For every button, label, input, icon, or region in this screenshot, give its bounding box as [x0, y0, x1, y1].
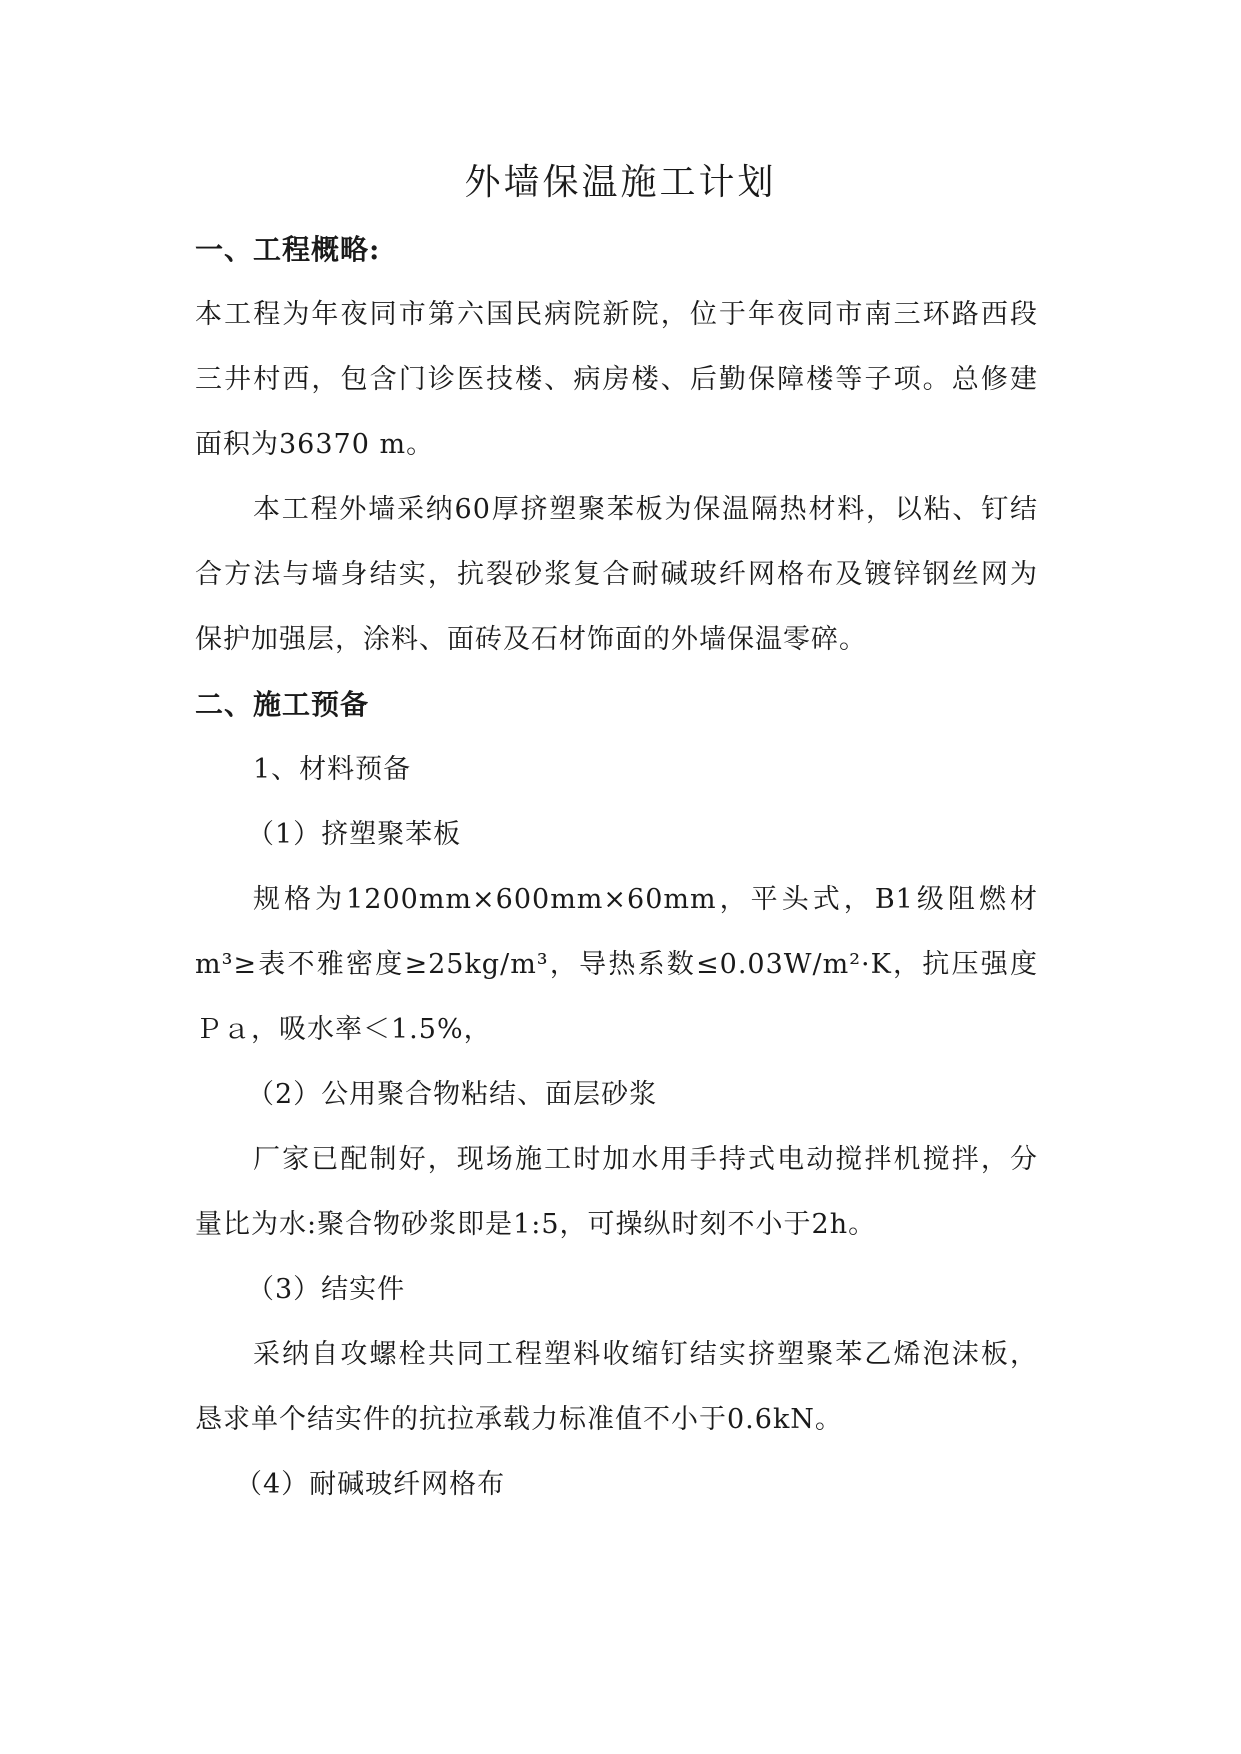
item-label: （2）公用聚合物粘结、面层砂浆 [247, 1079, 658, 1110]
item-text-line: 恳求单个结实件的抗拉承载力标准值不小于0.6kN。 [195, 1404, 843, 1435]
paragraph-line: 本工程外墙采纳60厚挤塑聚苯板为保温隔热材料，以粘、钉结 [253, 494, 1038, 525]
item-text-line: 厂家已配制好，现场施工时加水用手持式电动搅拌机搅拌，分 [253, 1144, 1038, 1175]
paragraph-line: 三井村西，包含门诊医技楼、病房楼、后勤保障楼等子项。总修建 [195, 364, 1038, 395]
section-heading-overview: 一、工程概略: [195, 233, 381, 266]
item-text-line: 规格为1200mm×600mm×60mm，平头式，B1级阻燃材 [253, 884, 1038, 915]
item-label: （3）结实件 [247, 1274, 406, 1305]
subsection-heading-materials: 1、材料预备 [253, 754, 412, 785]
paragraph-line: 保护加强层，涂料、面砖及石材饰面的外墙保温零碎。 [195, 624, 867, 655]
item-text-line: m³≥表不雅密度≥25kg/m³，导热系数≤0.03W/m²·K，抗压强度 [195, 949, 1038, 980]
section-heading-preparation: 二、施工预备 [195, 688, 370, 721]
item-text-line: 量比为水:聚合物砂浆即是1:5，可操纵时刻不小于2h。 [195, 1209, 877, 1240]
paragraph-line: 本工程为年夜同市第六国民病院新院，位于年夜同市南三环路西段 [195, 299, 1038, 330]
item-text-line: Ｐａ，吸水率＜1.5%， [195, 1014, 492, 1045]
paragraph-line: 合方法与墙身结实，抗裂砂浆复合耐碱玻纤网格布及镀锌钢丝网为 [195, 559, 1038, 590]
paragraph-line: 面积为36370 m。 [195, 429, 435, 460]
document-title: 外墙保温施工计划 [464, 162, 777, 203]
document-body [195, 217, 1038, 1517]
item-label: （4）耐碱玻纤网格布 [235, 1469, 506, 1500]
item-label: （1）挤塑聚苯板 [247, 819, 462, 850]
item-text-line: 采纳自攻螺栓共同工程塑料收缩钉结实挤塑聚苯乙烯泡沫板， [253, 1339, 1038, 1370]
